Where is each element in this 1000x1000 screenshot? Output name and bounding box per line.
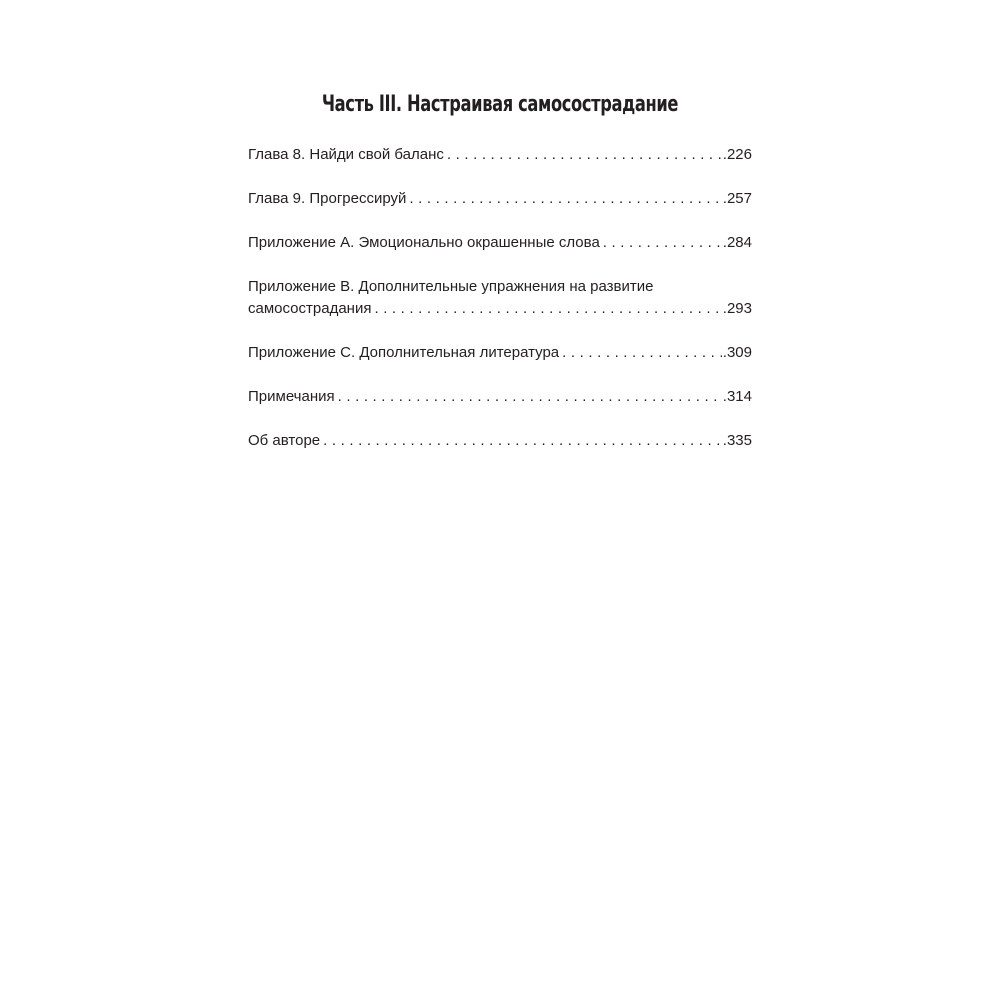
toc-entry-title: Об авторе [248,432,321,449]
dot-leader [603,232,722,254]
toc-entry-chapter-9[interactable] [248,188,752,210]
toc-entry-page: .226 [722,146,752,163]
dot-leader [323,430,722,452]
toc-entry-title-line-1: Приложение В. Дополнительные упражнения на развитие [248,278,654,295]
table-of-contents [248,144,752,474]
toc-entry-title: Приложение С. Дополнительная литература [248,344,560,361]
toc-entry-page: .257 [722,190,752,207]
part-title: Часть III. Настраивая самосострадание [321,92,679,117]
dot-leader [562,342,722,364]
toc-entry-about-author[interactable] [248,430,752,452]
toc-entry-title: Глава 8. Найди свой баланс [248,146,444,163]
toc-entry-page: .309 [722,344,752,361]
toc-entry-title-line-2: самосострадания [248,300,372,317]
toc-entry-appendix-c[interactable] [248,342,752,364]
dot-leader [338,386,722,408]
toc-entry-appendix-a[interactable] [248,232,752,254]
toc-entry-title: Приложение А. Эмоционально окрашенные слова [248,234,600,251]
dot-leader [409,188,721,210]
dot-leader [447,144,722,166]
toc-entry-page: .335 [722,432,752,449]
toc-entry-page: .314 [722,388,752,405]
toc-entry-chapter-8[interactable] [248,144,752,166]
toc-entry-notes[interactable] [248,386,752,408]
toc-entry-appendix-b[interactable] [248,276,752,320]
toc-entry-page: .293 [722,300,752,317]
dot-leader [374,298,721,320]
toc-entry-title: Глава 9. Прогрессируй [248,190,407,207]
toc-entry-title: Примечания [248,388,335,405]
toc-entry-page: .284 [722,234,752,251]
